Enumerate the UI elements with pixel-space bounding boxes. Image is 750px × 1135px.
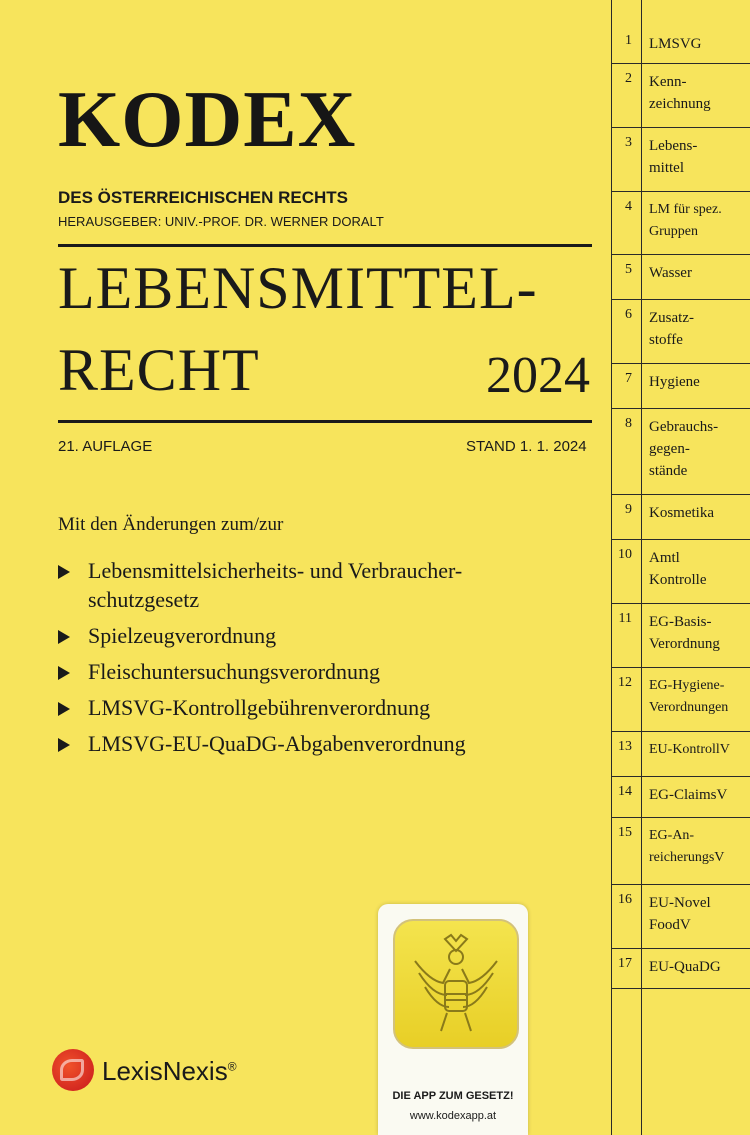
publisher-name: LexisNexis [102, 1056, 228, 1086]
tab-number: 8 [625, 416, 632, 431]
edition-year: 2024 [486, 347, 590, 404]
tab-label: EG-ClaimsV [649, 787, 728, 803]
tab-number: 9 [625, 502, 632, 517]
tab-label: Gebrauchs- gegen- stände [649, 419, 719, 479]
book-title-line2: RECHT [58, 337, 260, 403]
chapter-tab [612, 128, 750, 192]
arrow-bullet-icon [58, 666, 70, 680]
chapter-tab [612, 777, 750, 818]
arrow-bullet-icon [58, 702, 70, 716]
tab-label: EG-Basis- Verordnung [649, 614, 720, 652]
tab-label: Kenn- zeichnung [649, 74, 711, 112]
divider-bottom [58, 420, 592, 423]
list-item [58, 556, 578, 614]
tab-number: 12 [618, 675, 632, 690]
arrow-bullet-icon [58, 738, 70, 752]
list-item [58, 729, 578, 758]
app-icon [393, 919, 519, 1049]
app-promo-card [378, 904, 528, 1135]
list-item [58, 621, 578, 650]
chapter-tab [612, 255, 750, 300]
changes-list [58, 556, 578, 765]
chapter-tab [612, 64, 750, 128]
chapter-tab [612, 409, 750, 495]
tab-number: 7 [625, 371, 632, 386]
tab-number: 15 [618, 825, 632, 840]
chapter-tab [612, 540, 750, 604]
list-item-text: Lebensmittelsicherheits- und Verbraucher- schutzgesetz [88, 558, 463, 612]
list-item [58, 657, 578, 686]
arrow-bullet-icon [58, 630, 70, 644]
editor-line: HERAUSGEBER: UNIV.-PROF. DR. WERNER DORALT [58, 214, 384, 229]
chapter-tab [612, 604, 750, 668]
tab-column-divider [641, 989, 642, 1135]
stand-date: STAND 1. 1. 2024 [466, 438, 587, 455]
list-item [58, 693, 578, 722]
chapter-tab [612, 668, 750, 732]
changes-intro: Mit den Änderungen zum/zur [58, 514, 284, 535]
chapter-tab-index [611, 0, 750, 1135]
tab-number: 3 [625, 135, 632, 150]
tab-number: 10 [618, 547, 632, 562]
list-item-text: LMSVG-EU-QuaDG-Abgabenverordnung [88, 731, 466, 756]
tab-label: EU-QuaDG [649, 959, 721, 975]
tab-number: 14 [618, 784, 632, 799]
edition-label: 21. AUFLAGE [58, 438, 153, 455]
tab-label: Lebens- mittel [649, 138, 698, 176]
tab-number: 13 [618, 739, 632, 754]
austrian-eagle-icon [395, 921, 517, 1047]
tab-label: LM für spez. Gruppen [649, 202, 722, 239]
chapter-tab [612, 300, 750, 364]
tab-number: 2 [625, 71, 632, 86]
arrow-bullet-icon [58, 565, 70, 579]
tab-label: LMSVG [649, 36, 702, 52]
tab-number: 6 [625, 307, 632, 322]
series-subtitle: DES ÖSTERREICHISCHEN RECHTS [58, 188, 348, 207]
list-item-text: Fleischuntersuchungsverordnung [88, 659, 381, 684]
tab-number: 11 [618, 611, 632, 626]
tab-number: 17 [618, 956, 632, 971]
tab-number: 16 [618, 892, 632, 907]
divider-top [58, 244, 592, 247]
list-item-text: Spielzeugverordnung [88, 623, 277, 648]
chapter-tab [612, 949, 750, 989]
chapter-tab [612, 885, 750, 949]
tab-label: Wasser [649, 265, 692, 281]
app-url[interactable]: www.kodexapp.at [409, 1110, 497, 1122]
tab-label: Hygiene [649, 374, 700, 390]
chapter-tab [612, 0, 750, 64]
chapter-tab [612, 495, 750, 540]
brand-title: KODEX [58, 76, 357, 164]
lexisnexis-logo-icon [52, 1049, 94, 1091]
chapter-tab [612, 192, 750, 255]
app-tagline: DIE APP ZUM GESETZ! [392, 1090, 514, 1102]
tab-label: EU-KontrollV [649, 742, 730, 757]
tab-number: 4 [625, 199, 632, 214]
chapter-tab [612, 818, 750, 885]
tab-number: 5 [625, 262, 632, 277]
chapter-tab [612, 732, 750, 777]
chapter-tab [612, 364, 750, 409]
registered-mark: ® [227, 1059, 237, 1074]
tab-label: EU-Novel FoodV [649, 895, 711, 933]
book-title-line1: LEBENSMITTEL- [58, 255, 538, 321]
tab-label: EG-An- reicherungsV [649, 828, 725, 865]
tab-label: Zusatz- stoffe [649, 310, 694, 348]
tab-number: 1 [625, 33, 632, 48]
tab-label: Kosmetika [649, 505, 714, 521]
tab-label: EG-Hygiene- Verordnungen [649, 678, 729, 715]
tab-label: Amtl Kontrolle [649, 550, 707, 588]
list-item-text: LMSVG-Kontrollgebührenverordnung [88, 695, 431, 720]
